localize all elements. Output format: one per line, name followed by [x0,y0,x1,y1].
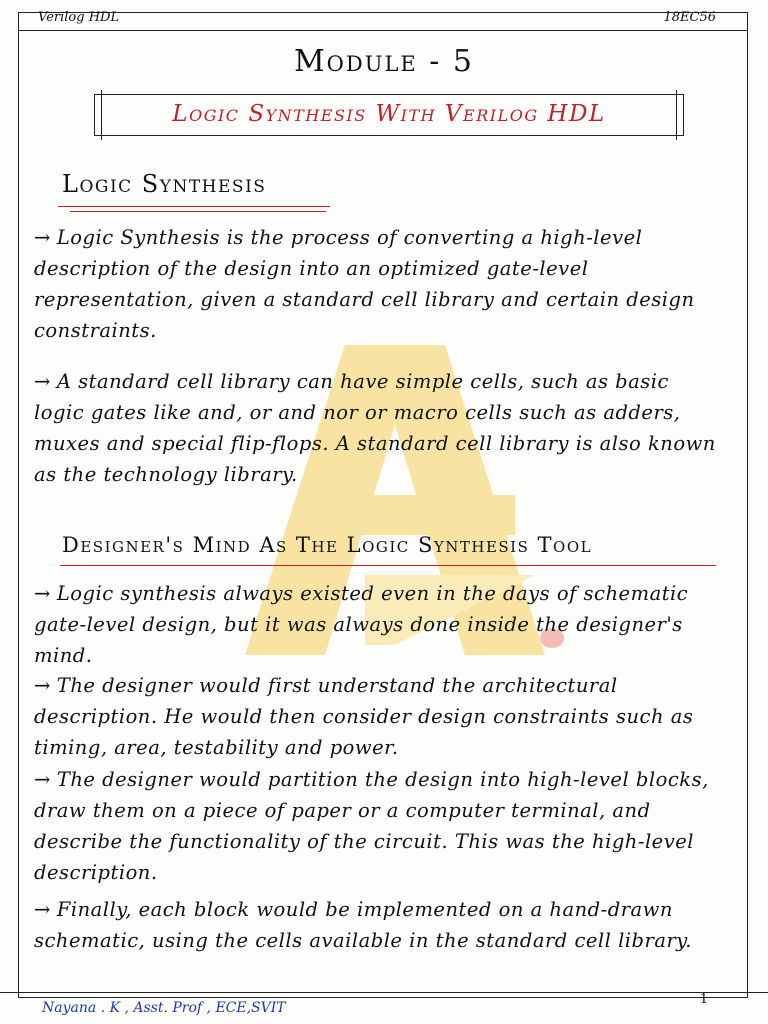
paragraph: → The designer would first understand the architectural description. He would then consider design constraints such as timing, area, testability and power. [34,674,694,759]
page-number: 1 [699,992,708,1007]
section-heading-underline [70,211,326,212]
section-heading-underline [60,565,716,566]
footer-author-credit: Nayana . K , Asst. Prof , ECE,SVIT [42,1000,286,1016]
right-arrow-icon: → [34,898,51,921]
paragraph: → Logic synthesis always existed even in the days of schematic gate-level design, but it was always done inside the designer's mind. [34,582,689,667]
right-arrow-icon: → [34,674,51,697]
paragraph: → Logic Synthesis is the process of converting a high-level description of the design into an optimized gate-level representation, given a standard cell library and certain design constraints. [34,226,695,342]
paragraph: → A standard cell library can have simple cells, such as basic logic gates like and, or and nor or macro cells such as adders, muxes and special flip-flops. A standard cell library is also known as the technology library. [34,370,716,486]
paragraph: → The designer would partition the design into high-level blocks, draw them on a piece of paper or a computer terminal, and describe the functionality of the circuit. This was the high-level description. [34,768,709,884]
subtitle-box [94,94,684,136]
footer-rule [0,992,768,993]
header-course-code: 18EC56 [663,10,716,25]
module-subtitle: Logic Synthesis With Verilog HDL [172,101,606,127]
section-heading-designers-mind: Designer's Mind As The Logic Synthesis Tool [62,533,593,557]
module-title: Module - 5 [293,44,475,79]
header-course-title: Verilog HDL [38,10,120,25]
right-arrow-icon: → [34,582,51,605]
section-heading-underline [58,206,330,207]
right-arrow-icon: → [34,370,51,393]
header-rule [18,30,748,31]
right-arrow-icon: → [34,226,51,249]
section-heading-logic-synthesis: Logic Synthesis [62,170,267,198]
right-arrow-icon: → [34,768,51,791]
paragraph: → Finally, each block would be implemented on a hand-drawn schematic, using the cells available in the standard cell library. [34,898,692,952]
